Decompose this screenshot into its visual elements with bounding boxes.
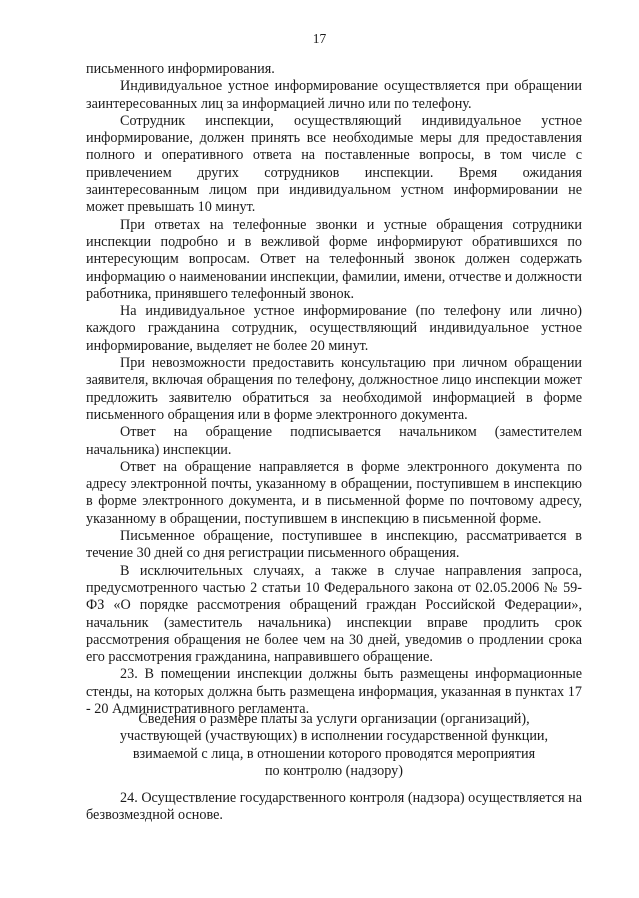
section-heading-line: взимаемой с лица, в отношении которого проводятся мероприятия — [132, 745, 536, 762]
section-heading-line: по контролю (надзору) — [264, 762, 404, 779]
paragraph-info-stands: 23. В помещении инспекции должны быть размещены информационные стенды, на которых должна быть размещена информация, указанная в пунктах 17 - 20 Административного регламента. — [86, 666, 582, 717]
paragraph-oral-informing: Индивидуальное устное информирование осуществляется при обращении заинтересованных лиц за информацией лично или по телефону. — [86, 78, 582, 112]
section-heading — [86, 711, 582, 780]
paragraph-review-period: Письменное обращение, поступившее в инспекцию, рассматривается в течение 30 дней со дня регистрации письменного обращения. — [86, 528, 582, 562]
paragraph-continuation: письменного информирования. — [86, 61, 275, 77]
paragraph-free-of-charge: 24. Осуществление государственного контроля (надзора) осуществляется на безвозмездной основе. — [86, 790, 582, 824]
paragraph-response-delivery: Ответ на обращение направляется в форме электронного документа по адресу электронной почты, указанному в обращении, поступившем в инспекцию в форме электронного документа, и в письменной форме по почтовому адресу, указанному в обращении, поступившем в инспекцию в письменной форме. — [86, 458, 582, 527]
section-heading-line: участвующей (участвующих) в исполнении государственной функции, — [119, 728, 549, 745]
section-heading-line: Сведения о размере платы за услуги организации (организаций), — [138, 711, 530, 727]
paragraph-phone-answers: При ответах на телефонные звонки и устные обращения сотрудники инспекции подробно и в вежливой форме информируют обратившихся по интересующим вопросам. Ответ на телефонный звонок должен содержать информацию о наименовании инспекции, фамилии, имени, отчестве и должности работника, принявшего телефонный звонок. — [86, 216, 582, 302]
paragraph-time-limit: На индивидуальное устное информирование (по телефону или лично) каждого гражданина сотрудник, осуществляющий индивидуальное устное информирование, выделяет не более 20 минут. — [86, 303, 582, 354]
paragraph-employee-duties: Сотрудник инспекции, осуществляющий индивидуальное устное информирование, должен принять все необходимые меры для предоставления полного и оперативного ответа на поставленные вопросы, в том числе с привлечением других сотрудников инспекции. Время ожидания заинтересованным лицом при индивидуальном устном информировании не может превышать 10 минут. — [86, 112, 582, 216]
final-text — [86, 790, 582, 825]
page-number: 17 — [312, 31, 327, 46]
paragraph-consultation-impossible: При невозможности предоставить консультацию при личном обращении заявителя, включая обращения по телефону, должностное лицо инспекции может предложить заявителю обратиться за необходимой информацией в форме письменного обращения или в форме электронного документа. — [86, 355, 582, 423]
paragraph-extension: В исключительных случаях, а также в случае направления запроса, предусмотренного частью 2 статьи 10 Федерального закона от 02.05.2006 № 59-ФЗ «О порядке рассмотрения обращений граждан Российской Федерации», начальник (заместитель начальника) инспекции вправе продлить срок рассмотрения обращения не более чем на 30 дней, уведомив о продлении срока его рассмотрения гражданина, направившего обращение. — [86, 562, 582, 666]
body-text — [86, 61, 582, 718]
paragraph-signature: Ответ на обращение подписывается начальником (заместителем начальника) инспекции. — [86, 424, 582, 458]
